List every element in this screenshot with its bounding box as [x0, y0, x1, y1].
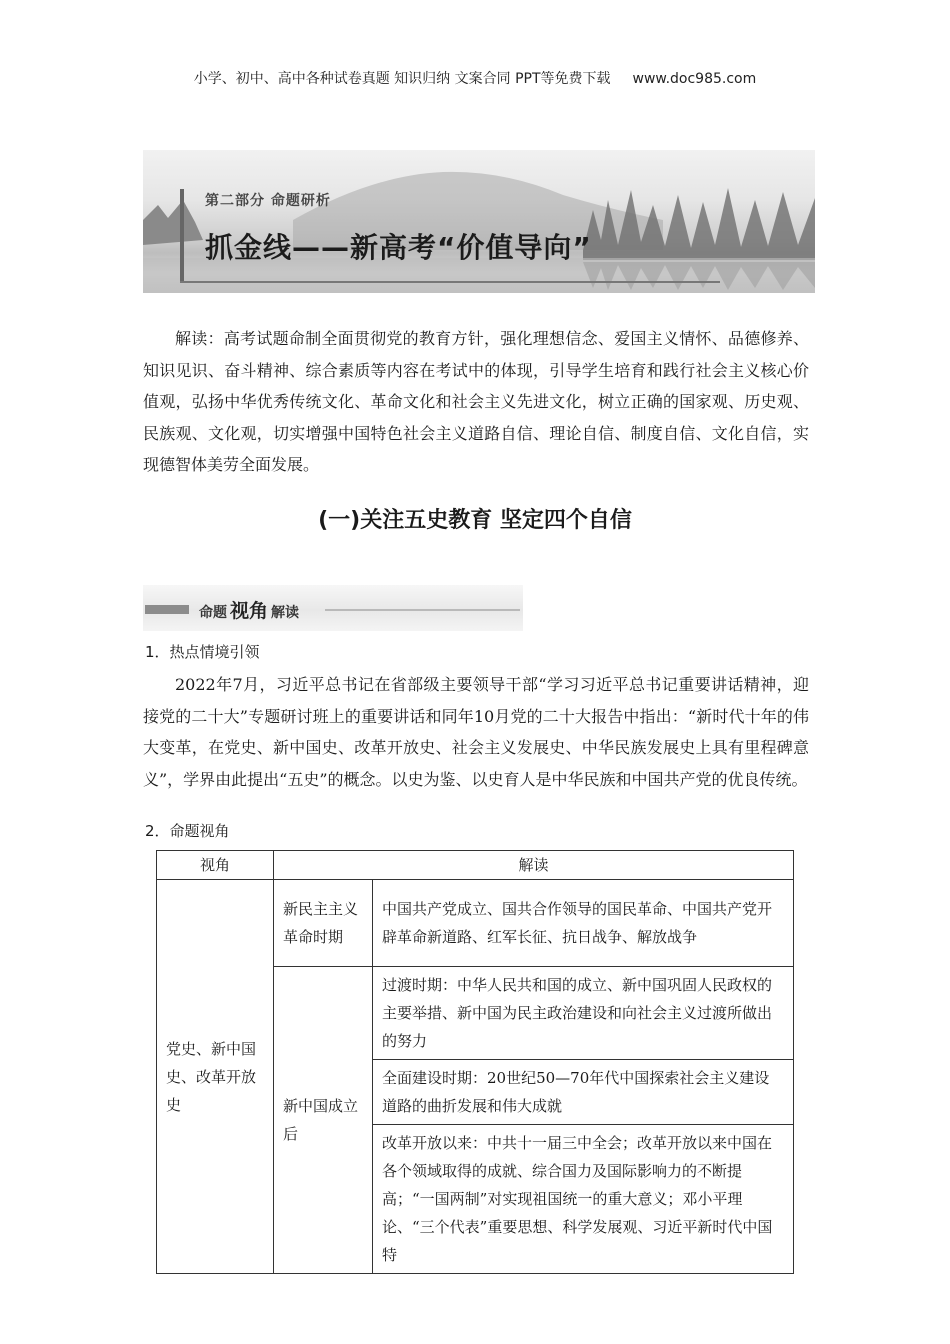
table-header-cell: 视角: [157, 851, 274, 880]
header-url[interactable]: www.doc985.com: [632, 71, 757, 87]
header-text: 小学、初中、高中各种试卷真题 知识归纳 文案合同 PPT等免费下载: [193, 71, 611, 87]
section-tag: [143, 585, 523, 631]
table-content-cell: 全面建设时期：20世纪50—70年代中国探索社会主义建设道路的曲折发展和伟大成就: [373, 1060, 794, 1125]
tag-left-text: 命题: [199, 605, 227, 621]
item1-heading: 1．热点情境引领: [145, 643, 260, 661]
banner-title: 抓金线——新高考“价值导向”: [205, 231, 592, 264]
tag-left-bar: [145, 605, 189, 614]
page-header: [0, 68, 950, 88]
tag-right-text: 解读: [271, 605, 300, 621]
intro-paragraph: 解读：高考试题命制全面贯彻党的教育方针，强化理想信念、爱国主义情怀、品德修养、知识见识、奋斗精神、综合素质等内容在考试中的体现，引导学生培育和践行社会主义核心价值观，弘扬中华优秀传统文化、革命文化和社会主义先进文化，树立正确的国家观、历史观、民族观、文化观，切实增强中国特色社会主义道路自信、理论自信、制度自信、文化自信，实现德智体美劳全面发展。: [143, 329, 809, 474]
item2-heading: 2．命题视角: [145, 822, 230, 840]
table-header-cell: 解读: [274, 851, 794, 880]
table-period-cell: 新民主主义革命时期: [274, 880, 373, 967]
table-group-cell: 党史、新中国史、改革开放史: [157, 880, 274, 1274]
tag-label: [199, 596, 299, 623]
banner-vertical-rule: [180, 189, 184, 281]
table-content-cell: 中国共产党成立、国共合作领导的国民革命、中国共产党开辟革命新道路、红军长征、抗日战争、解放战争: [373, 880, 794, 967]
table-period-cell: 新中国成立后: [274, 967, 373, 1274]
landscape-illustration: [143, 150, 815, 293]
banner-part-label: 第二部分 命题研析: [205, 193, 331, 209]
table-content-cell: 过渡时期：中华人民共和国的成立、新中国巩固人民政权的主要举措、新中国为民主政治建设和向社会主义过渡所做出的努力: [373, 967, 794, 1060]
perspective-table: [156, 850, 794, 1274]
tag-big-text: 视角: [230, 600, 269, 622]
section-title: (一)关注五史教育 坚定四个自信: [318, 508, 632, 533]
tag-right-bar: [325, 609, 520, 611]
banner-horizontal-rule: [180, 281, 720, 283]
table-content-cell: 改革开放以来：中共十一届三中全会；改革开放以来中国在各个领域取得的成就、综合国力及国际影响力的不断提高；“一国两制”对实现祖国统一的重大意义；邓小平理论、“三个代表”重要思想、科学发展观、习近平新时代中国特: [373, 1125, 794, 1274]
item1-paragraph: 2022年7月，习近平总书记在省部级主要领导干部“学习习近平总书记重要讲话精神，迎接党的二十大”专题研讨班上的重要讲话和同年10月党的二十大报告中指出：“新时代十年的伟大变革，在党史、新中国史、改革开放史、社会主义发展史、中华民族发展史上具有里程碑意义”，学界由此提出“五史”的概念。以史为鉴、以史育人是中华民族和中国共产党的优良传统。: [143, 675, 809, 789]
chapter-banner: [143, 150, 815, 293]
